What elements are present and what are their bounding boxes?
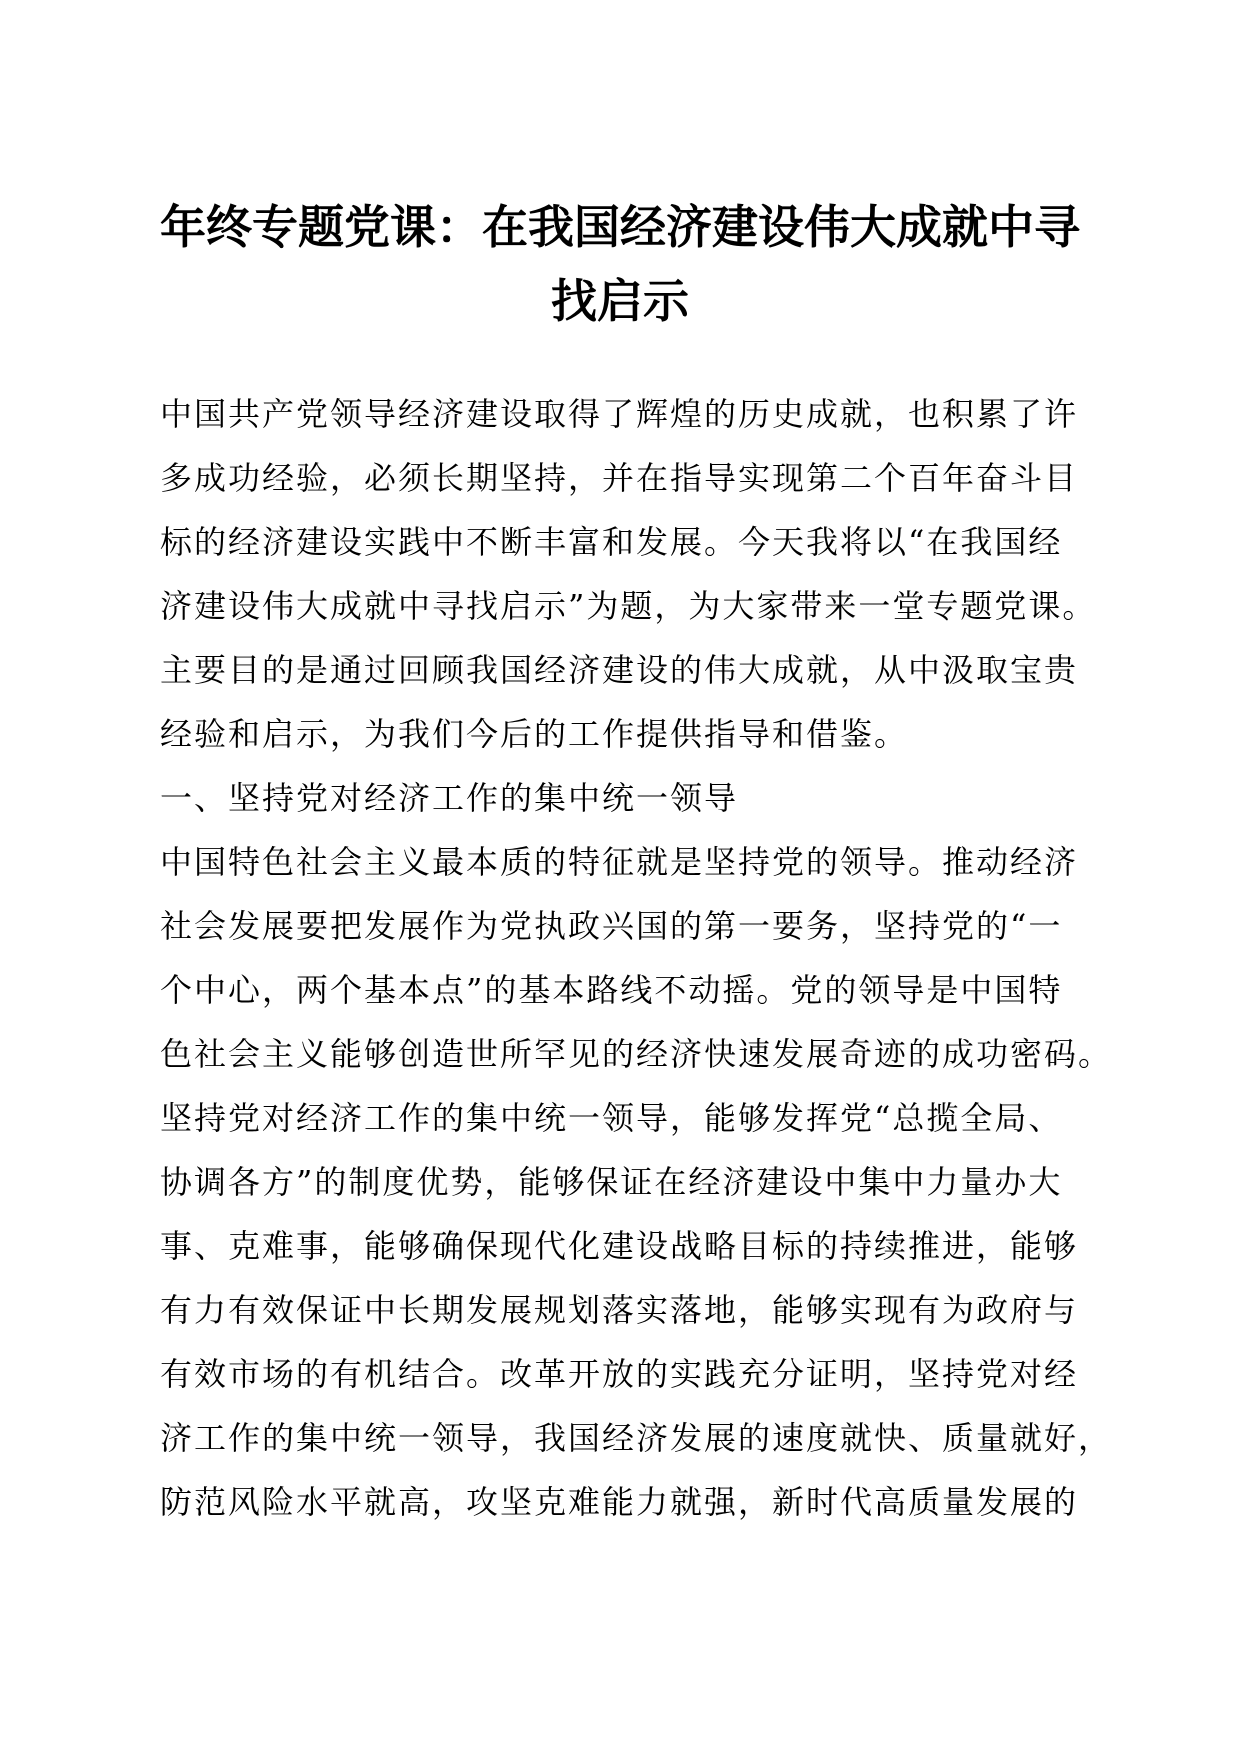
body-line: 标的经济建设实践中不断丰富和发展。今天我将以“在我国经 (160, 523, 1063, 561)
body-line: 主要目的是通过回顾我国经济建设的伟大成就，从中汲取宝贵 (160, 651, 1079, 689)
body-line: 社会发展要把发展作为党执政兴国的第一要务，坚持党的“一 (160, 907, 1063, 945)
body-line: 防范风险水平就高，攻坚克难能力就强，新时代高质量发展的 (160, 1483, 1079, 1521)
body-line: 中国共产党领导经济建设取得了辉煌的历史成就，也积累了许 (160, 395, 1079, 433)
body-line: 有效市场的有机结合。改革开放的实践充分证明，坚持党对经 (160, 1355, 1079, 1393)
document-body (160, 382, 1113, 1534)
body-line: 协调各方”的制度优势，能够保证在经济建设中集中力量办大 (160, 1163, 1063, 1201)
title-line-1: 年终专题党课：在我国经济建设伟大成就中寻 (160, 200, 1080, 254)
section-heading: 一、坚持党对经济工作的集中统一领导 (160, 779, 739, 817)
document-title (150, 190, 1090, 338)
body-line: 济建设伟大成就中寻找启示”为题，为大家带来一堂专题党课。 (160, 587, 1097, 625)
body-line: 个中心，两个基本点”的基本路线不动摇。党的领导是中国特 (160, 971, 1063, 1009)
body-line: 多成功经验，必须长期坚持，并在指导实现第二个百年奋斗目 (160, 459, 1079, 497)
title-line-2: 找启示 (551, 274, 689, 328)
body-line: 济工作的集中统一领导，我国经济发展的速度就快、质量就好， (160, 1419, 1113, 1457)
body-line: 事、克难事，能够确保现代化建设战略目标的持续推进，能够 (160, 1227, 1079, 1265)
body-line: 坚持党对经济工作的集中统一领导，能够发挥党“总揽全局、 (160, 1099, 1063, 1137)
body-line: 有力有效保证中长期发展规划落实落地，能够实现有为政府与 (160, 1291, 1079, 1329)
body-line: 经验和启示，为我们今后的工作提供指导和借鉴。 (160, 715, 909, 753)
body-line: 中国特色社会主义最本质的特征就是坚持党的领导。推动经济 (160, 843, 1079, 881)
body-line: 色社会主义能够创造世所罕见的经济快速发展奇迹的成功密码。 (160, 1035, 1113, 1073)
